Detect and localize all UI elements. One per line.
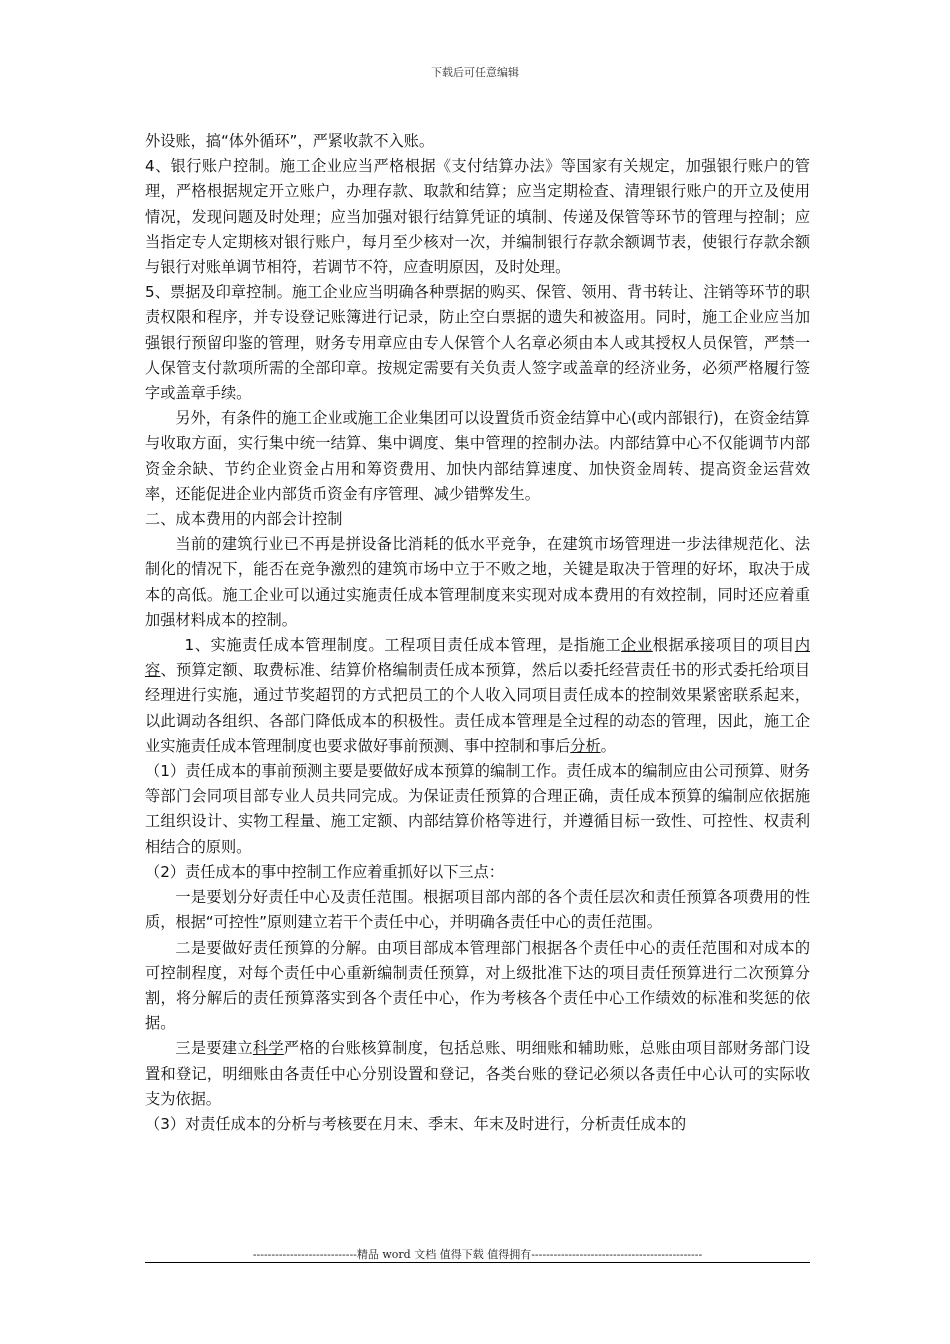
paragraph [145,633,810,759]
document-body [145,129,810,1137]
text-run: 三是要建立 [175,1039,253,1058]
hyperlink-neirong[interactable]: 内容 [145,636,811,680]
hyperlink-qiye[interactable]: 企业 [621,636,653,655]
text-run: 1、实施责任成本管理制度。工程项目责任成本管理，是指施工 [184,636,622,655]
paragraph: 当前的建筑行业已不再是拼设备比消耗的低水平竞争，在建筑市场管理进一步法律规范化、法制化的情况下，能否在竞争激烈的建筑市场中立于不败之地，关键是取决于管理的好坏，取决于成本的高低。施工企业可以通过实施责任成本管理制度来实现对成本费用的有效控制，同时还应着重加强材料成本的控制。 [145,535,810,629]
hyperlink-kexue[interactable]: 科学 [252,1039,284,1058]
text-run: 根据承接项目的项目 [652,636,795,655]
page-footer: ----------------------------精品 word 文档 值得下载 值得拥有---------------------------------------------- [252,1248,703,1261]
paragraph: （1）责任成本的事前预测主要是要做好成本预算的编制工作。责任成本的编制应由公司预算、财务等部门会同项目部专业人员共同完成。为保证责任预算的合理正确，责任成本预算的编制应依据施工组织设计、实物工程量、施工定额、内部结算价格等进行，并遵循目标一致性、可控性、权责利相结合的原则。 [145,762,810,856]
page-header: 下载后可任意编辑 [431,66,519,79]
paragraph [145,1036,810,1112]
paragraph: 一是要划分好责任中心及责任范围。根据项目部内部的各个责任层次和责任预算各项费用的性质，根据“可控性”原则建立若干个责任中心，并明确各责任中心的责任范围。 [145,888,810,932]
paragraph: （2）责任成本的事中控制工作应着重抓好以下三点： [145,862,504,881]
section-heading: 二、成本费用的内部会计控制 [145,510,343,529]
paragraph: 二是要做好责任预算的分解。由项目部成本管理部门根据各个责任中心的责任范围和对成本的可控制程度，对每个责任中心重新编制责任预算，对上级批准下达的项目责任预算进行二次预算分割，将分解后的责任预算落实到各个责任中心，作为考核各个责任中心工作绩效的标准和奖惩的依据。 [145,938,810,1033]
text-run: 严格的台账核算制度，包括总账、明细账和辅助账，总账由项目部财务部门设置和登记，明细账由各责任中心分别设置和登记，各类台账的登记必须以各责任中心认可的实际收支为依据。 [145,1039,811,1108]
paragraph: （3）对责任成本的分析与考核要在月末、季末、年末及时进行，分析责任成本的 [145,1114,687,1133]
paragraph: 4、银行账户控制。施工企业应当严格根据《支付结算办法》等国家有关规定，加强银行账户的管理，严格根据规定开立账户，办理存款、取款和结算；应当定期检查、清理银行账户的开立及使用情况，发现问题及时处理；应当加强对银行结算凭证的填制、传递及保管等环节的管理与控制；应当指定专人定期核对银行账户，每月至少核对一次，并编制银行存款余额调节表，使银行存款余额与银行对账单调节相符，若调节不符，应查明原因，及时处理。 [145,157,810,277]
paragraph: 5、票据及印章控制。施工企业应当明确各种票据的购买、保管、领用、背书转让、注销等环节的职责权限和程序，并专设登记账簿进行记录，防止空白票据的遗失和被盗用。同时，施工企业应当加强银行预留印鉴的管理，财务专用章应由专人保管个人名章必须由本人或其授权人员保管，严禁一人保管支付款项所需的全部印章。按规定需要有关负责人签字或盖章的经济业务，必须严格履行签字或盖章手续。 [145,283,810,403]
text-run: 。 [600,736,616,755]
paragraph: 另外，有条件的施工企业或施工企业集团可以设置货币资金结算中心(或内部银行)，在资金结算与收取方面，实行集中统一结算、集中调度、集中管理的控制办法。内部结算中心不仅能调节内部资金余缺、节约企业资金占用和筹资费用、加快内部结算速度、加快资金周转、提高资金运营效率，还能促进企业内部货币资金有序管理、减少错弊发生。 [145,409,810,503]
footer-rule [145,1262,810,1263]
text-run: 、预算定额、取费标准、结算价格编制责任成本预算，然后以委托经营责任书的形式委托给项目经理进行实施，通过节奖超罚的方式把员工的个人收入同项目责任成本的控制效果紧密联系起来，以此调动各组织、各部门降低成本的积极性。责任成本管理是全过程的动态的管理，因此，施工企业实施责任成本管理制度也要求做好事前预测、事中控制和事后 [145,661,811,755]
paragraph: 外设账，搞“体外循环”，严紧收款不入账。 [145,132,435,150]
hyperlink-fenxi[interactable]: 分析 [570,736,601,755]
